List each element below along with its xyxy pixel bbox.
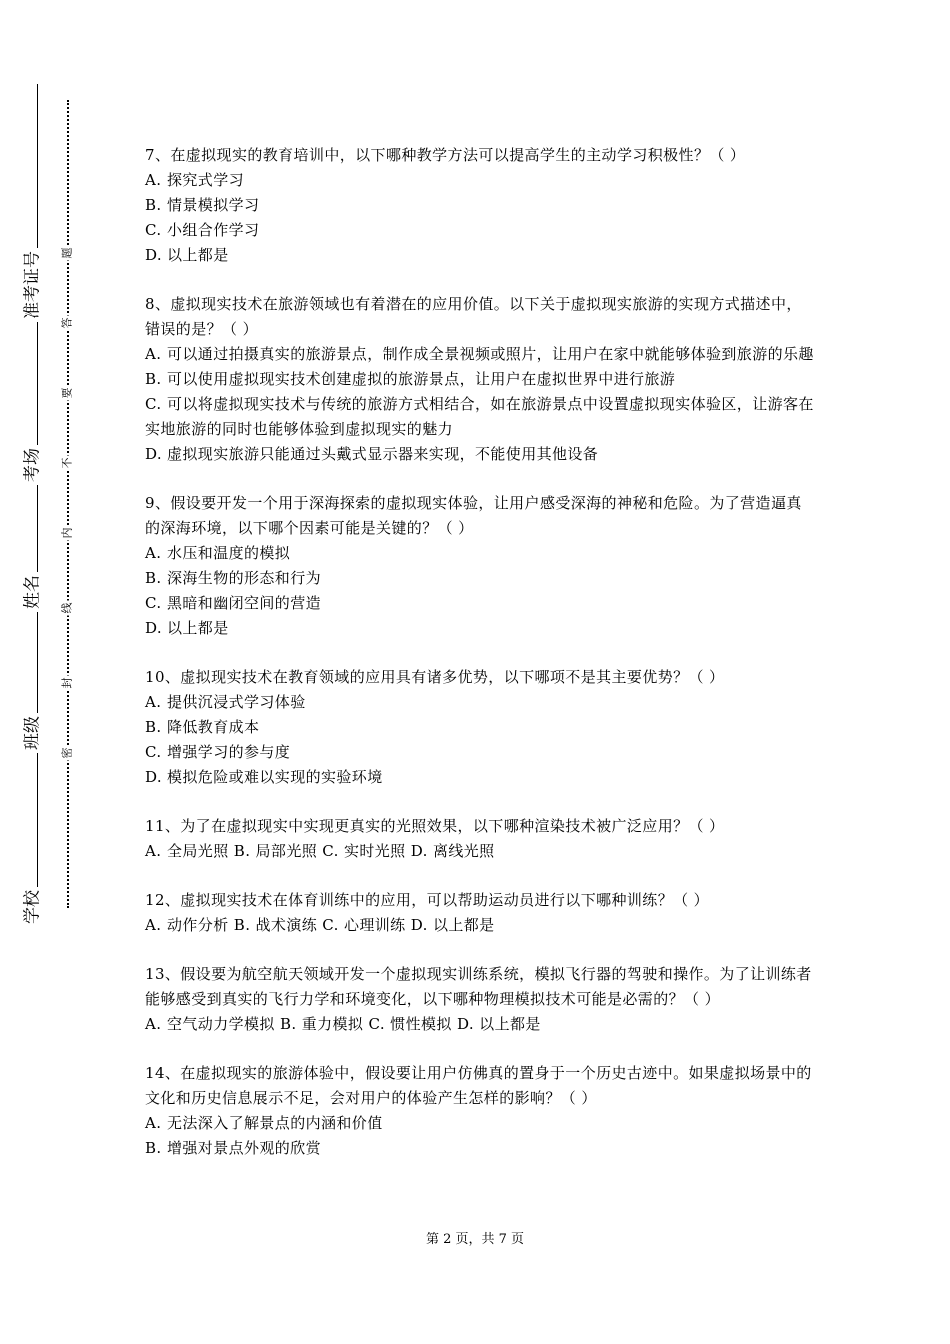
question-stem: 7、在虚拟现实的教育培训中，以下哪种教学方法可以提高学生的主动学习积极性？（ ） <box>145 146 746 164</box>
question-8 <box>145 292 815 467</box>
question-11 <box>145 814 815 864</box>
option: B. 深海生物的形态和行为 <box>145 569 322 587</box>
question-stem: 9、假设要开发一个用于深海探索的虚拟现实体验，让用户感受深海的神秘和危险。为了营造逼真的深海环境，以下哪个因素可能是关键的？（ ） <box>145 494 802 537</box>
option: D. 模拟危险或难以实现的实验环境 <box>145 768 383 786</box>
option: A. 空气动力学模拟 B. 重力模拟 C. 惯性模拟 D. 以上都是 <box>145 1015 541 1033</box>
option: D. 以上都是 <box>145 246 229 264</box>
question-stem: 13、假设要为航空航天领域开发一个虚拟现实训练系统，模拟飞行器的驾驶和操作。为了让训练者能够感受到真实的飞行力学和环境变化，以下哪种物理模拟技术可能是必需的？（ ） <box>145 965 812 1008</box>
option: C. 黑暗和幽闭空间的营造 <box>145 594 322 612</box>
binding-solid-line <box>37 84 38 912</box>
option: B. 降低教育成本 <box>145 718 260 736</box>
question-list <box>145 143 815 1185</box>
option: A. 无法深入了解景点的内涵和价值 <box>145 1114 383 1132</box>
option: D. 以上都是 <box>145 619 229 637</box>
question-9 <box>145 491 815 641</box>
question-10 <box>145 665 815 790</box>
option: B. 增强对景点外观的欣赏 <box>145 1139 322 1157</box>
question-stem: 10、虚拟现实技术在教育领域的应用具有诸多优势，以下哪项不是其主要优势？（ ） <box>145 668 725 686</box>
question-14 <box>145 1061 815 1161</box>
question-stem: 11、为了在虚拟现实中实现更真实的光照效果，以下哪种渲染技术被广泛应用？（ ） <box>145 817 725 835</box>
option: C. 小组合作学习 <box>145 221 260 239</box>
option: A. 可以通过拍摄真实的旅游景点，制作成全景视频或照片，让用户在家中就能够体验到旅游的乐趣 <box>145 345 814 363</box>
option: A. 动作分析 B. 战术演练 C. 心理训练 D. 以上都是 <box>145 916 495 934</box>
option: A. 提供沉浸式学习体验 <box>145 693 306 711</box>
option: A. 水压和温度的模拟 <box>145 544 291 562</box>
question-stem: 8、虚拟现实技术在旅游领域也有着潜在的应用价值。以下关于虚拟现实旅游的实现方式描述中，错误的是？（ ） <box>145 295 802 338</box>
question-stem: 12、虚拟现实技术在体育训练中的应用，可以帮助运动员进行以下哪种训练？（ ） <box>145 891 710 909</box>
option: B. 可以使用虚拟现实技术创建虚拟的旅游景点，让用户在虚拟世界中进行旅游 <box>145 370 676 388</box>
question-7 <box>145 143 815 268</box>
question-13 <box>145 962 815 1037</box>
option: A. 探究式学习 <box>145 171 245 189</box>
seal-dotted-line <box>67 100 69 908</box>
binding-margin: 准考证号 考场 姓名 班级 学校 题 答 要 不 内 线 封 密 <box>0 0 95 1344</box>
option: A. 全局光照 B. 局部光照 C. 实时光照 D. 离线光照 <box>145 842 495 860</box>
question-stem: 14、在虚拟现实的旅游体验中，假设要让用户仿佛真的置身于一个历史古迹中。如果虚拟场景中的文化和历史信息展示不足，会对用户的体验产生怎样的影响？（ ） <box>145 1064 812 1107</box>
option: C. 可以将虚拟现实技术与传统的旅游方式相结合，如在旅游景点中设置虚拟现实体验区，让游客在实地旅游的同时也能够体验到虚拟现实的魅力 <box>145 395 814 438</box>
option: C. 增强学习的参与度 <box>145 743 291 761</box>
page-number: 第 2 页，共 7 页 <box>425 1232 525 1247</box>
question-12 <box>145 888 815 938</box>
option: B. 情景模拟学习 <box>145 196 260 214</box>
option: D. 虚拟现实旅游只能通过头戴式显示器来实现，不能使用其他设备 <box>145 445 599 463</box>
